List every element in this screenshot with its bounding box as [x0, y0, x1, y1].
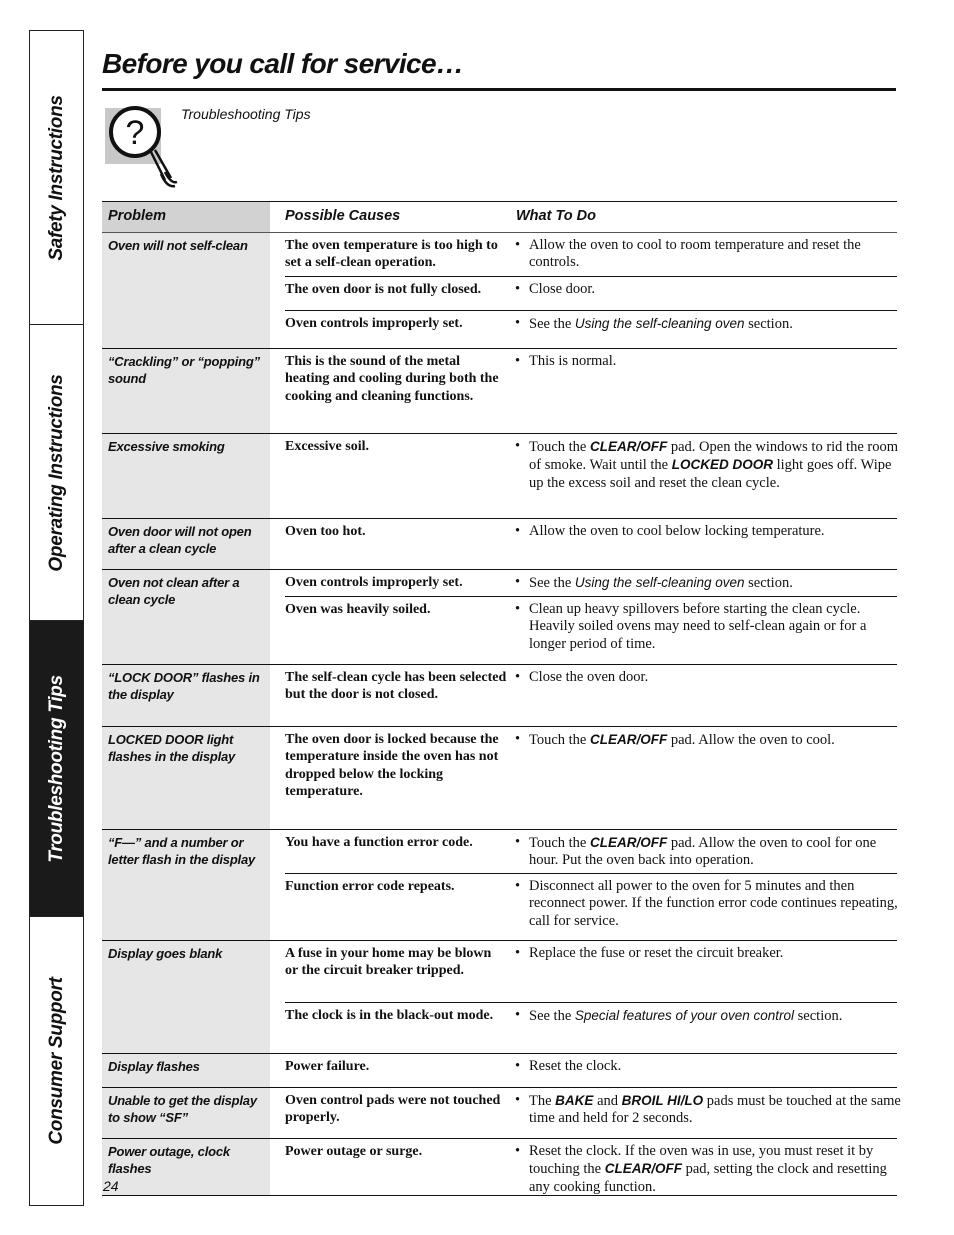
cause-text: The clock is in the black-out mode.	[285, 1008, 494, 1023]
tab-troubleshooting-tips[interactable]	[30, 621, 83, 917]
header-problem: Problem	[102, 202, 270, 232]
page-title: Before you call for service…	[102, 48, 464, 79]
cause-text: The oven door is locked because the temperature inside the oven has not dropped below the locking temperature.	[285, 732, 499, 799]
control-key-label: BROIL HI/LO	[621, 1093, 704, 1108]
control-key-label: BAKE	[555, 1093, 594, 1108]
cause-text: A fuse in your home may be blown or the circuit breaker tripped.	[285, 946, 492, 979]
action-fragment: This is normal.	[529, 353, 617, 369]
action-text	[515, 519, 901, 540]
problem-cell: Display goes blank	[102, 941, 270, 1053]
action-fragment: Clean up heavy spillovers before starting the clean cycle. Heavily soiled ovens may need to self-clean again or for a longer period of time.	[529, 601, 867, 652]
problem-cell: Power outage, clock flashes	[102, 1139, 270, 1195]
bullet: •	[515, 438, 521, 454]
cause-entry	[285, 596, 897, 664]
action-fragment: Close the oven door.	[529, 669, 649, 685]
question-magnifier-icon	[105, 104, 185, 194]
cause-entry	[285, 830, 897, 873]
action-fragment: Allow the oven to cool to room temperature and reset the controls.	[529, 237, 861, 271]
action-text	[515, 1088, 901, 1128]
cause-entry	[285, 310, 897, 348]
bullet: •	[515, 237, 521, 253]
cause-text: You have a function error code.	[285, 835, 473, 850]
action-text	[515, 434, 901, 492]
tab-consumer-support[interactable]	[30, 917, 83, 1205]
cause-text: This is the sound of the metal heating and cooling during both the cooking and cleaning functions.	[285, 354, 499, 404]
action-fragment: pad. Allow the oven to cool for one hour. Put the oven back into operation.	[529, 835, 877, 869]
cause-text: Function error code repeats.	[285, 879, 455, 894]
table-row	[102, 570, 897, 665]
header-what-to-do: What To Do	[516, 208, 596, 224]
action-text	[515, 874, 901, 930]
cause-text: Oven control pads were not touched properly.	[285, 1093, 501, 1126]
action-text	[515, 941, 901, 962]
tab-label: Troubleshooting Tips	[45, 674, 67, 863]
action-fragment: pad. Allow the oven to cool.	[667, 732, 835, 748]
action-fragment: Reset the clock. If the oven was in use, you must reset it by touching the	[529, 1143, 874, 1178]
tab-label: Operating Instructions	[45, 373, 67, 572]
action-fragment: light goes off. Wipe up the excess soil and reset the clean cycle.	[529, 457, 892, 491]
section-tabs	[29, 30, 84, 1206]
table-row	[102, 1054, 897, 1088]
header-possible-causes: Possible Causes	[285, 208, 401, 224]
action-text	[515, 349, 901, 370]
action-text	[515, 233, 901, 272]
problem-cell: “Crackling” or “popping” sound	[102, 349, 270, 433]
cause-entry	[285, 233, 897, 276]
action-fragment: pad. Open the windows to rid the room of smoke. Wait until the	[529, 439, 899, 474]
action-fragment: Disconnect all power to the oven for 5 minutes and then reconnect power. If the function error code continues repeating, call for service.	[529, 878, 898, 929]
tab-operating-instructions[interactable]	[30, 325, 83, 621]
bullet: •	[515, 523, 521, 539]
bullet: •	[515, 669, 521, 685]
cause-text: Oven too hot.	[285, 524, 366, 539]
bullet: •	[515, 1007, 521, 1023]
bullet: •	[515, 834, 521, 850]
troubleshooting-table	[102, 201, 901, 1196]
bullet: •	[515, 1092, 521, 1108]
cause-text: Oven controls improperly set.	[285, 575, 463, 590]
cause-entry	[285, 1054, 897, 1087]
cause-entry	[285, 873, 897, 940]
problem-cell: Oven door will not open after a clean cycle	[102, 519, 270, 569]
cause-entry	[285, 519, 897, 569]
table-row	[102, 1139, 897, 1196]
cause-entry	[285, 570, 897, 596]
bullet: •	[515, 731, 521, 747]
action-fragment: Touch the	[529, 439, 590, 455]
cause-text: The oven temperature is too high to set a self-clean operation.	[285, 238, 498, 271]
bullet: •	[515, 878, 521, 894]
table-row	[102, 941, 897, 1054]
action-text	[515, 570, 901, 592]
action-text	[515, 277, 901, 298]
cause-entry	[285, 276, 897, 310]
section-reference: Using the self-cleaning oven	[574, 575, 745, 590]
action-fragment: Close door.	[529, 281, 596, 297]
action-fragment: pad, setting the clock and resetting any cooking function.	[529, 1161, 887, 1195]
action-fragment: Touch the	[529, 835, 590, 851]
cause-text: Oven controls improperly set.	[285, 316, 463, 331]
table-row	[102, 233, 897, 349]
control-key-label: CLEAR/OFF	[604, 1161, 682, 1177]
cause-entry	[285, 349, 897, 433]
table-row	[102, 665, 897, 727]
bullet: •	[515, 353, 521, 369]
cause-text: Power failure.	[285, 1059, 370, 1074]
problem-cell: Excessive smoking	[102, 434, 270, 518]
action-fragment: See the	[529, 575, 575, 591]
tab-label: Consumer Support	[45, 977, 67, 1145]
cause-entry	[285, 727, 897, 829]
cause-entry	[285, 941, 897, 1002]
problem-cell: “F—” and a number or letter flash in the display	[102, 830, 270, 940]
section-reference: Using the self-cleaning oven	[574, 316, 745, 331]
control-key-label: CLEAR/OFF	[590, 732, 668, 747]
action-text	[515, 597, 901, 653]
cause-entry	[285, 665, 897, 726]
page-number: 24	[103, 1178, 119, 1194]
action-fragment: Reset the clock.	[529, 1058, 622, 1074]
problem-cell: “LOCK DOOR” flashes in the display	[102, 665, 270, 726]
problem-cell: Display flashes	[102, 1054, 270, 1087]
cause-text: The oven door is not fully closed.	[285, 282, 482, 297]
action-text	[515, 830, 901, 870]
problem-cell: LOCKED DOOR light flashes in the display	[102, 727, 270, 829]
action-fragment: See the	[529, 316, 575, 332]
action-fragment: The	[529, 1093, 556, 1109]
action-fragment: and	[593, 1093, 622, 1109]
cause-entry	[285, 1002, 897, 1053]
control-key-label: CLEAR/OFF	[590, 439, 668, 454]
cause-text: Power outage or surge.	[285, 1144, 423, 1159]
action-fragment: Replace the fuse or reset the circuit breaker.	[529, 945, 784, 961]
action-fragment: section.	[794, 1008, 843, 1024]
table-row	[102, 1088, 901, 1139]
action-fragment: Allow the oven to cool below locking temperature.	[529, 523, 825, 539]
table-row	[102, 830, 897, 941]
section-subtitle: Troubleshooting Tips	[181, 106, 311, 122]
problem-cell: Unable to get the display to show “SF”	[102, 1088, 270, 1138]
tab-label: Safety Instructions	[45, 94, 67, 261]
action-text	[515, 1003, 901, 1025]
action-fragment: See the	[529, 1008, 575, 1024]
cause-text: The self-clean cycle has been selected but the door is not closed.	[285, 670, 507, 703]
bullet: •	[515, 1143, 521, 1159]
tab-safety-instructions[interactable]	[30, 31, 83, 325]
action-text	[515, 727, 901, 749]
cause-entry	[285, 1139, 897, 1195]
action-fragment: section.	[744, 575, 793, 591]
section-reference: Special features of your oven control	[574, 1008, 795, 1023]
table-row	[102, 727, 897, 830]
cause-text: Excessive soil.	[285, 439, 369, 454]
bullet: •	[515, 601, 521, 617]
bullet: •	[515, 945, 521, 961]
table-row	[102, 349, 897, 434]
table-row	[102, 519, 897, 570]
cause-entry	[285, 434, 897, 518]
action-fragment: Touch the	[529, 732, 590, 748]
problem-cell: Oven not clean after a clean cycle	[102, 570, 270, 664]
cause-entry	[285, 1088, 901, 1138]
action-fragment: pads must be touched at the same time and held for 2 seconds.	[529, 1093, 901, 1127]
bullet: •	[515, 1058, 521, 1074]
control-key-label: LOCKED DOOR	[671, 457, 773, 473]
problem-cell: Oven will not self-clean	[102, 233, 270, 348]
bullet: •	[515, 315, 521, 331]
cause-text: Oven was heavily soiled.	[285, 602, 431, 617]
bullet: •	[515, 281, 521, 297]
bullet: •	[515, 574, 521, 590]
action-text	[515, 311, 901, 333]
title-rule	[102, 88, 896, 91]
action-text	[515, 665, 901, 686]
svg-text:?: ?	[125, 114, 145, 152]
action-fragment: section.	[744, 316, 793, 332]
action-text	[515, 1139, 901, 1196]
action-text	[515, 1054, 901, 1075]
table-header	[102, 201, 897, 233]
table-row	[102, 434, 897, 519]
control-key-label: CLEAR/OFF	[590, 835, 668, 850]
